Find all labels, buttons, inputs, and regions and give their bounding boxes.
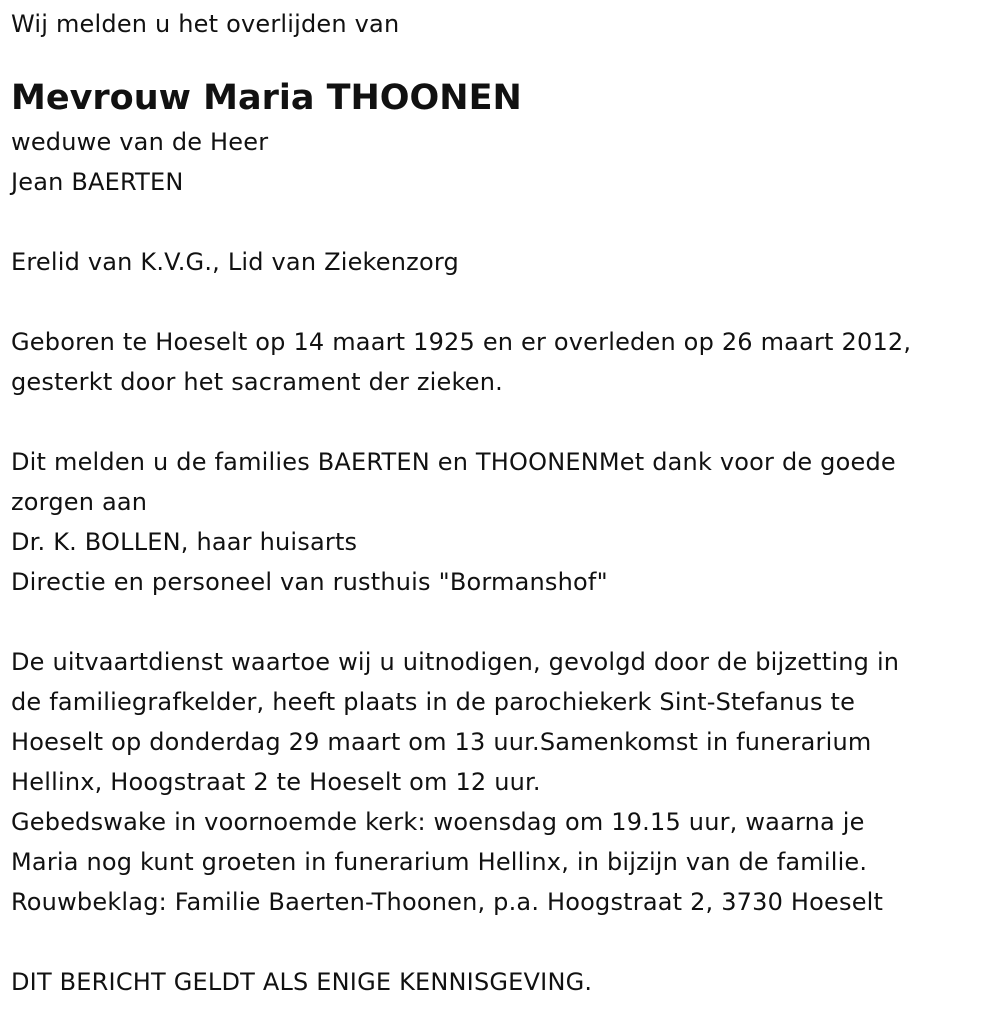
service-line-4: Hellinx, Hoogstraat 2 te Hoeselt om 12 uur.	[11, 768, 541, 796]
spacer	[11, 602, 991, 642]
service-line-7: Rouwbeklag: Familie Baerten-Thoonen, p.a. Hoogstraat 2, 3730 Hoeselt	[11, 888, 884, 916]
thanks-line-3: Dr. K. BOLLEN, haar huisarts	[11, 528, 358, 556]
service-line-5: Gebedswake in voornoemde kerk: woensdag om 19.15 uur, waarna je	[11, 808, 865, 836]
spacer	[11, 282, 991, 322]
notice-text: DIT BERICHT GELDT ALS ENIGE KENNISGEVING.	[11, 968, 593, 996]
birth-death-line-1: Geboren te Hoeselt op 14 maart 1925 en er overleden op 26 maart 2012,	[11, 328, 912, 356]
death-notice	[11, 4, 991, 1002]
deceased-name: Mevrouw Maria THOONEN	[11, 78, 522, 118]
thanks-line-4: Directie en personeel van rusthuis "Bormanshof"	[11, 568, 608, 596]
service-line-3: Hoeselt op donderdag 29 maart om 13 uur.Samenkomst in funerarium	[11, 728, 872, 756]
spacer	[11, 922, 991, 962]
birth-death-line-2: gesterkt door het sacrament der zieken.	[11, 368, 503, 396]
service-line-6: Maria nog kunt groeten in funerarium Hellinx, in bijzijn van de familie.	[11, 848, 868, 876]
thanks-line-1: Dit melden u de families BAERTEN en THOONENMet dank voor de goede	[11, 448, 896, 476]
membership-text: Erelid van K.V.G., Lid van Ziekenzorg	[11, 248, 459, 276]
service-line-2: de familiegrafkelder, heeft plaats in de parochiekerk Sint-Stefanus te	[11, 688, 856, 716]
spouse-line-1: weduwe van de Heer	[11, 128, 269, 156]
intro-text: Wij melden u het overlijden van	[11, 10, 400, 38]
spacer	[11, 402, 991, 442]
spacer	[11, 202, 991, 242]
thanks-line-2: zorgen aan	[11, 488, 148, 516]
spouse-line-2: Jean BAERTEN	[11, 168, 184, 196]
service-line-1: De uitvaartdienst waartoe wij u uitnodigen, gevolgd door de bijzetting in	[11, 648, 900, 676]
